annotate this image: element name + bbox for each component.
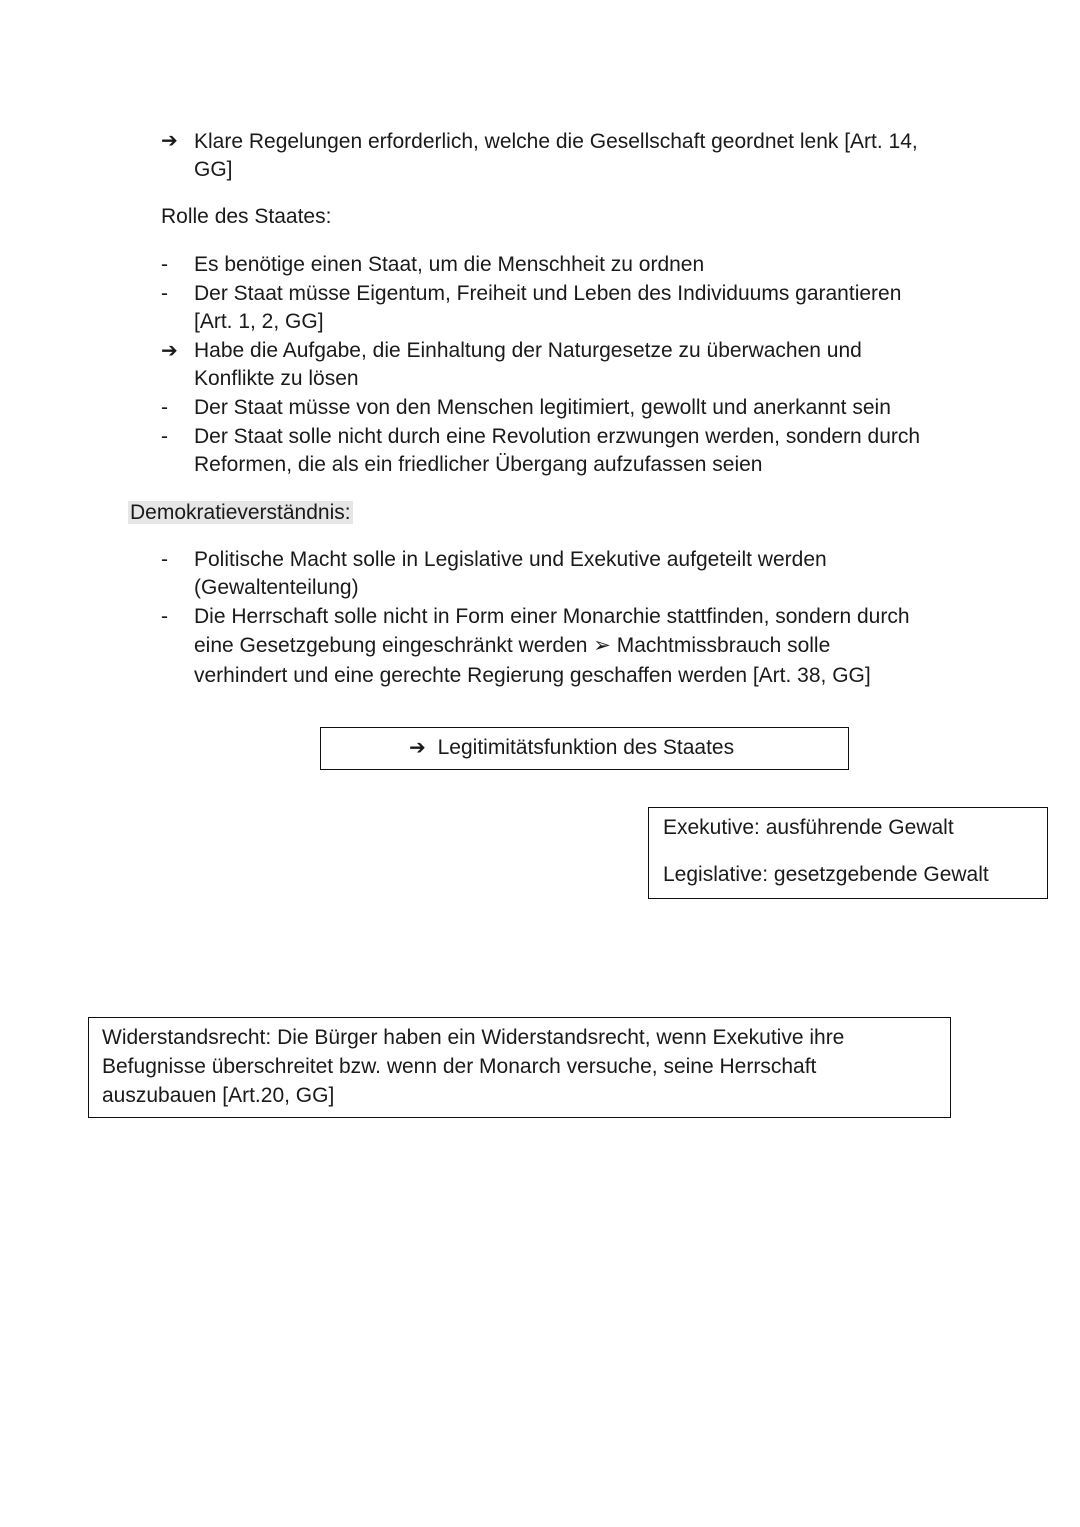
highlighted-heading: Demokratieverständnis: (130, 501, 351, 524)
list-item: Der Staat müsse von den Menschen legitimiert, gewollt und anerkannt sein (194, 396, 891, 419)
gewalten-box (648, 807, 1048, 899)
widerstand-box (88, 1017, 951, 1118)
section-heading-demokratie (128, 499, 353, 528)
list-item: Der Staat müsse Eigentum, Freiheit und Leben des Individuums garantieren (194, 282, 902, 305)
dash-bullet: - (161, 548, 168, 571)
right-arrow-icon: ➔ (409, 737, 426, 759)
right-arrow-icon: ➔ (161, 130, 178, 152)
list-item-continuation: Konflikte zu lösen (194, 367, 359, 390)
list-item: Die Herrschaft solle nicht in Form einer Monarchie stattfinden, sondern durch (194, 605, 910, 628)
legitimitaet-label (409, 734, 734, 763)
list-item-continuation: eine Gesetzgebung eingeschränkt werden ➢ Machtmissbrauch solle (194, 634, 831, 657)
widerstand-line: Befugnisse überschreitet bzw. wenn der Monarch versuche, seine Herrschaft (102, 1055, 817, 1078)
dash-bullet: - (161, 425, 168, 448)
legislative-definition: Legislative: gesetzgebende Gewalt (663, 863, 989, 886)
list-item-continuation: Reformen, die als ein friedlicher Übergang aufzufassen seien (194, 453, 763, 476)
dash-bullet: - (161, 605, 168, 628)
legitimitaet-box (320, 727, 849, 770)
dash-bullet: - (161, 396, 168, 419)
list-item-continuation: (Gewaltenteilung) (194, 576, 359, 599)
list-item-continuation: verhindert und eine gerechte Regierung geschaffen werden [Art. 38, GG] (194, 664, 871, 687)
exekutive-definition: Exekutive: ausführende Gewalt (663, 816, 954, 839)
section-heading-rolle: Rolle des Staates: (161, 205, 332, 228)
list-item: Es benötige einen Staat, um die Menschheit zu ordnen (194, 253, 705, 276)
list-item: Politische Macht solle in Legislative und Exekutive aufgeteilt werden (194, 548, 827, 571)
legitimitaet-text: Legitimitätsfunktion des Staates (437, 736, 735, 759)
widerstand-line: Widerstandsrecht: Die Bürger haben ein Widerstandsrecht, wenn Exekutive ihre (102, 1026, 845, 1049)
dash-bullet: - (161, 253, 168, 276)
intro-line-1: Klare Regelungen erforderlich, welche die Gesellschaft geordnet lenk [Art. 14, (194, 130, 918, 153)
dash-bullet: - (161, 282, 168, 305)
list-item: Habe die Aufgabe, die Einhaltung der Naturgesetze zu überwachen und (194, 339, 862, 362)
right-arrow-icon: ➔ (161, 340, 178, 362)
list-item: Der Staat solle nicht durch eine Revolution erzwungen werden, sondern durch (194, 425, 921, 448)
intro-line-2: GG] (194, 158, 233, 181)
list-item-continuation: [Art. 1, 2, GG] (194, 310, 324, 333)
widerstand-line: auszubauen [Art.20, GG] (102, 1084, 335, 1107)
